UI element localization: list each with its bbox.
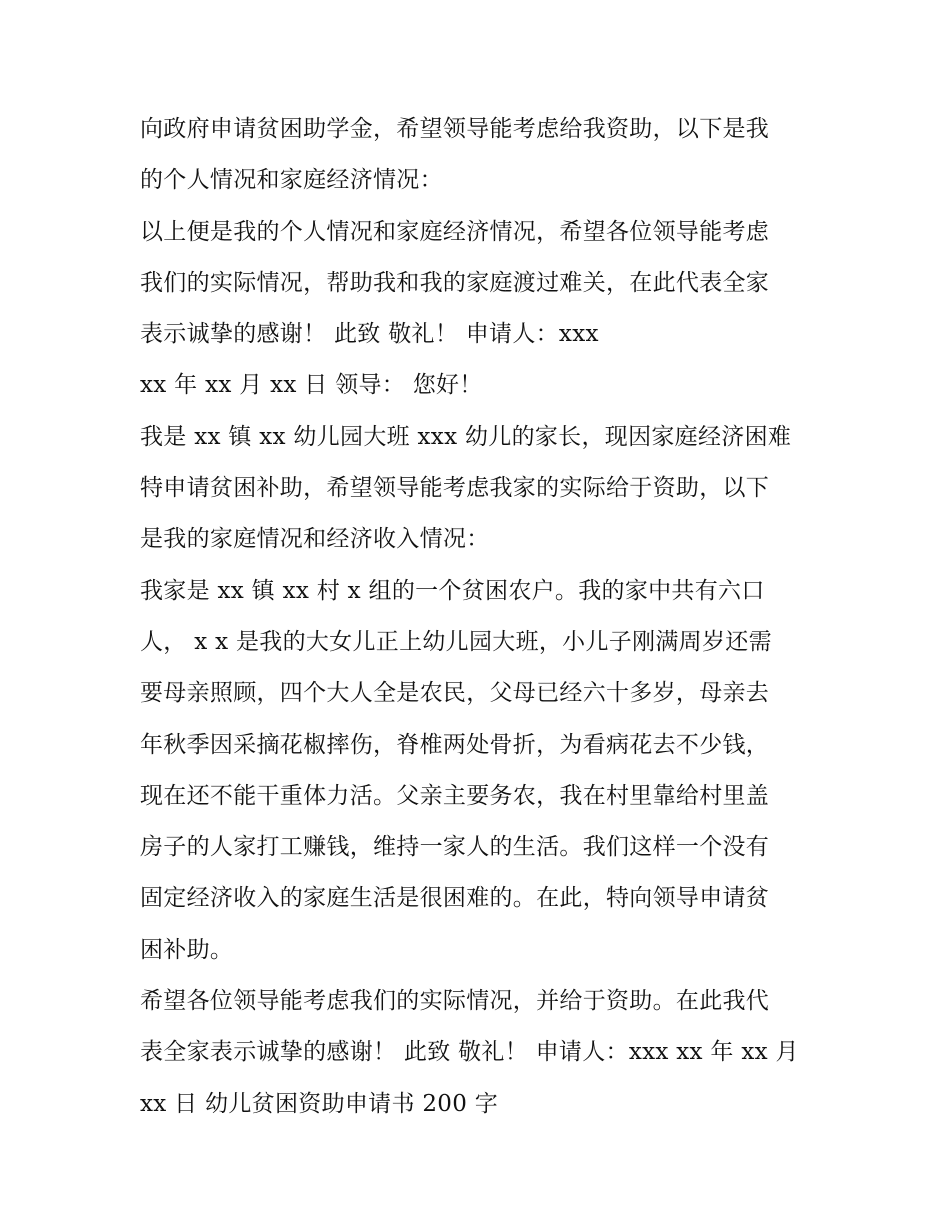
text-line-6: xx 年 xx 月 xx 日 领导： 您好！ [140, 372, 483, 399]
text-line-5: 表示诚挚的感谢！ 此致 敬礼！ 申请人：xxx [140, 321, 599, 348]
text-line-13: 年秋季因采摘花椒摔伤，脊椎两处骨折，为看病花去不少钱， [140, 731, 770, 758]
text-line-20: xx 日 幼儿贫困资助申请书 200 字 [140, 1090, 499, 1117]
text-line-4: 我们的实际情况，帮助我和我的家庭渡过难关，在此代表全家 [140, 269, 770, 296]
text-line-15: 房子的人家打工赚钱，维持一家人的生活。我们这样一个没有 [140, 834, 770, 861]
text-line-17: 困补助。 [140, 936, 234, 963]
text-line-10: 我家是 xx 镇 xx 村 x 组的一个贫困农户。我的家中共有六口 [140, 577, 765, 604]
text-line-3: 以上便是我的个人情况和家庭经济情况，希望各位领导能考虑 [140, 218, 770, 245]
text-line-14: 现在还不能干重体力活。父亲主要务农，我在村里靠给村里盖 [140, 782, 770, 809]
text-line-16: 固定经济收入的家庭生活是很困难的。在此，特向领导申请贫 [140, 885, 770, 912]
text-line-18: 希望各位领导能考虑我们的实际情况，并给于资助。在此我代 [140, 988, 770, 1015]
text-line-1: 向政府申请贫困助学金，希望领导能考虑给我资助，以下是我 [140, 116, 770, 142]
text-line-11: 人， x x 是我的大女儿正上幼儿园大班，小儿子刚满周岁还需 [140, 628, 772, 655]
text-line-2: 的个人情况和家庭经济情况： [140, 167, 443, 194]
body-text [140, 104, 812, 1130]
text-line-7: 我是 xx 镇 xx 幼儿园大班 xxx 幼儿的家长，现因家庭经济困难 [140, 423, 792, 450]
text-line-8: 特申请贫困补助，希望领导能考虑我家的实际给于资助，以下 [140, 475, 770, 502]
text-line-19: 表全家表示诚挚的感谢！ 此致 敬礼！ 申请人：xxx xx 年 xx 月 [140, 1039, 799, 1066]
text-line-9: 是我的家庭情况和经济收入情况： [140, 526, 490, 553]
text-line-12: 要母亲照顾，四个大人全是农民，父母已经六十多岁，母亲去 [140, 680, 770, 707]
